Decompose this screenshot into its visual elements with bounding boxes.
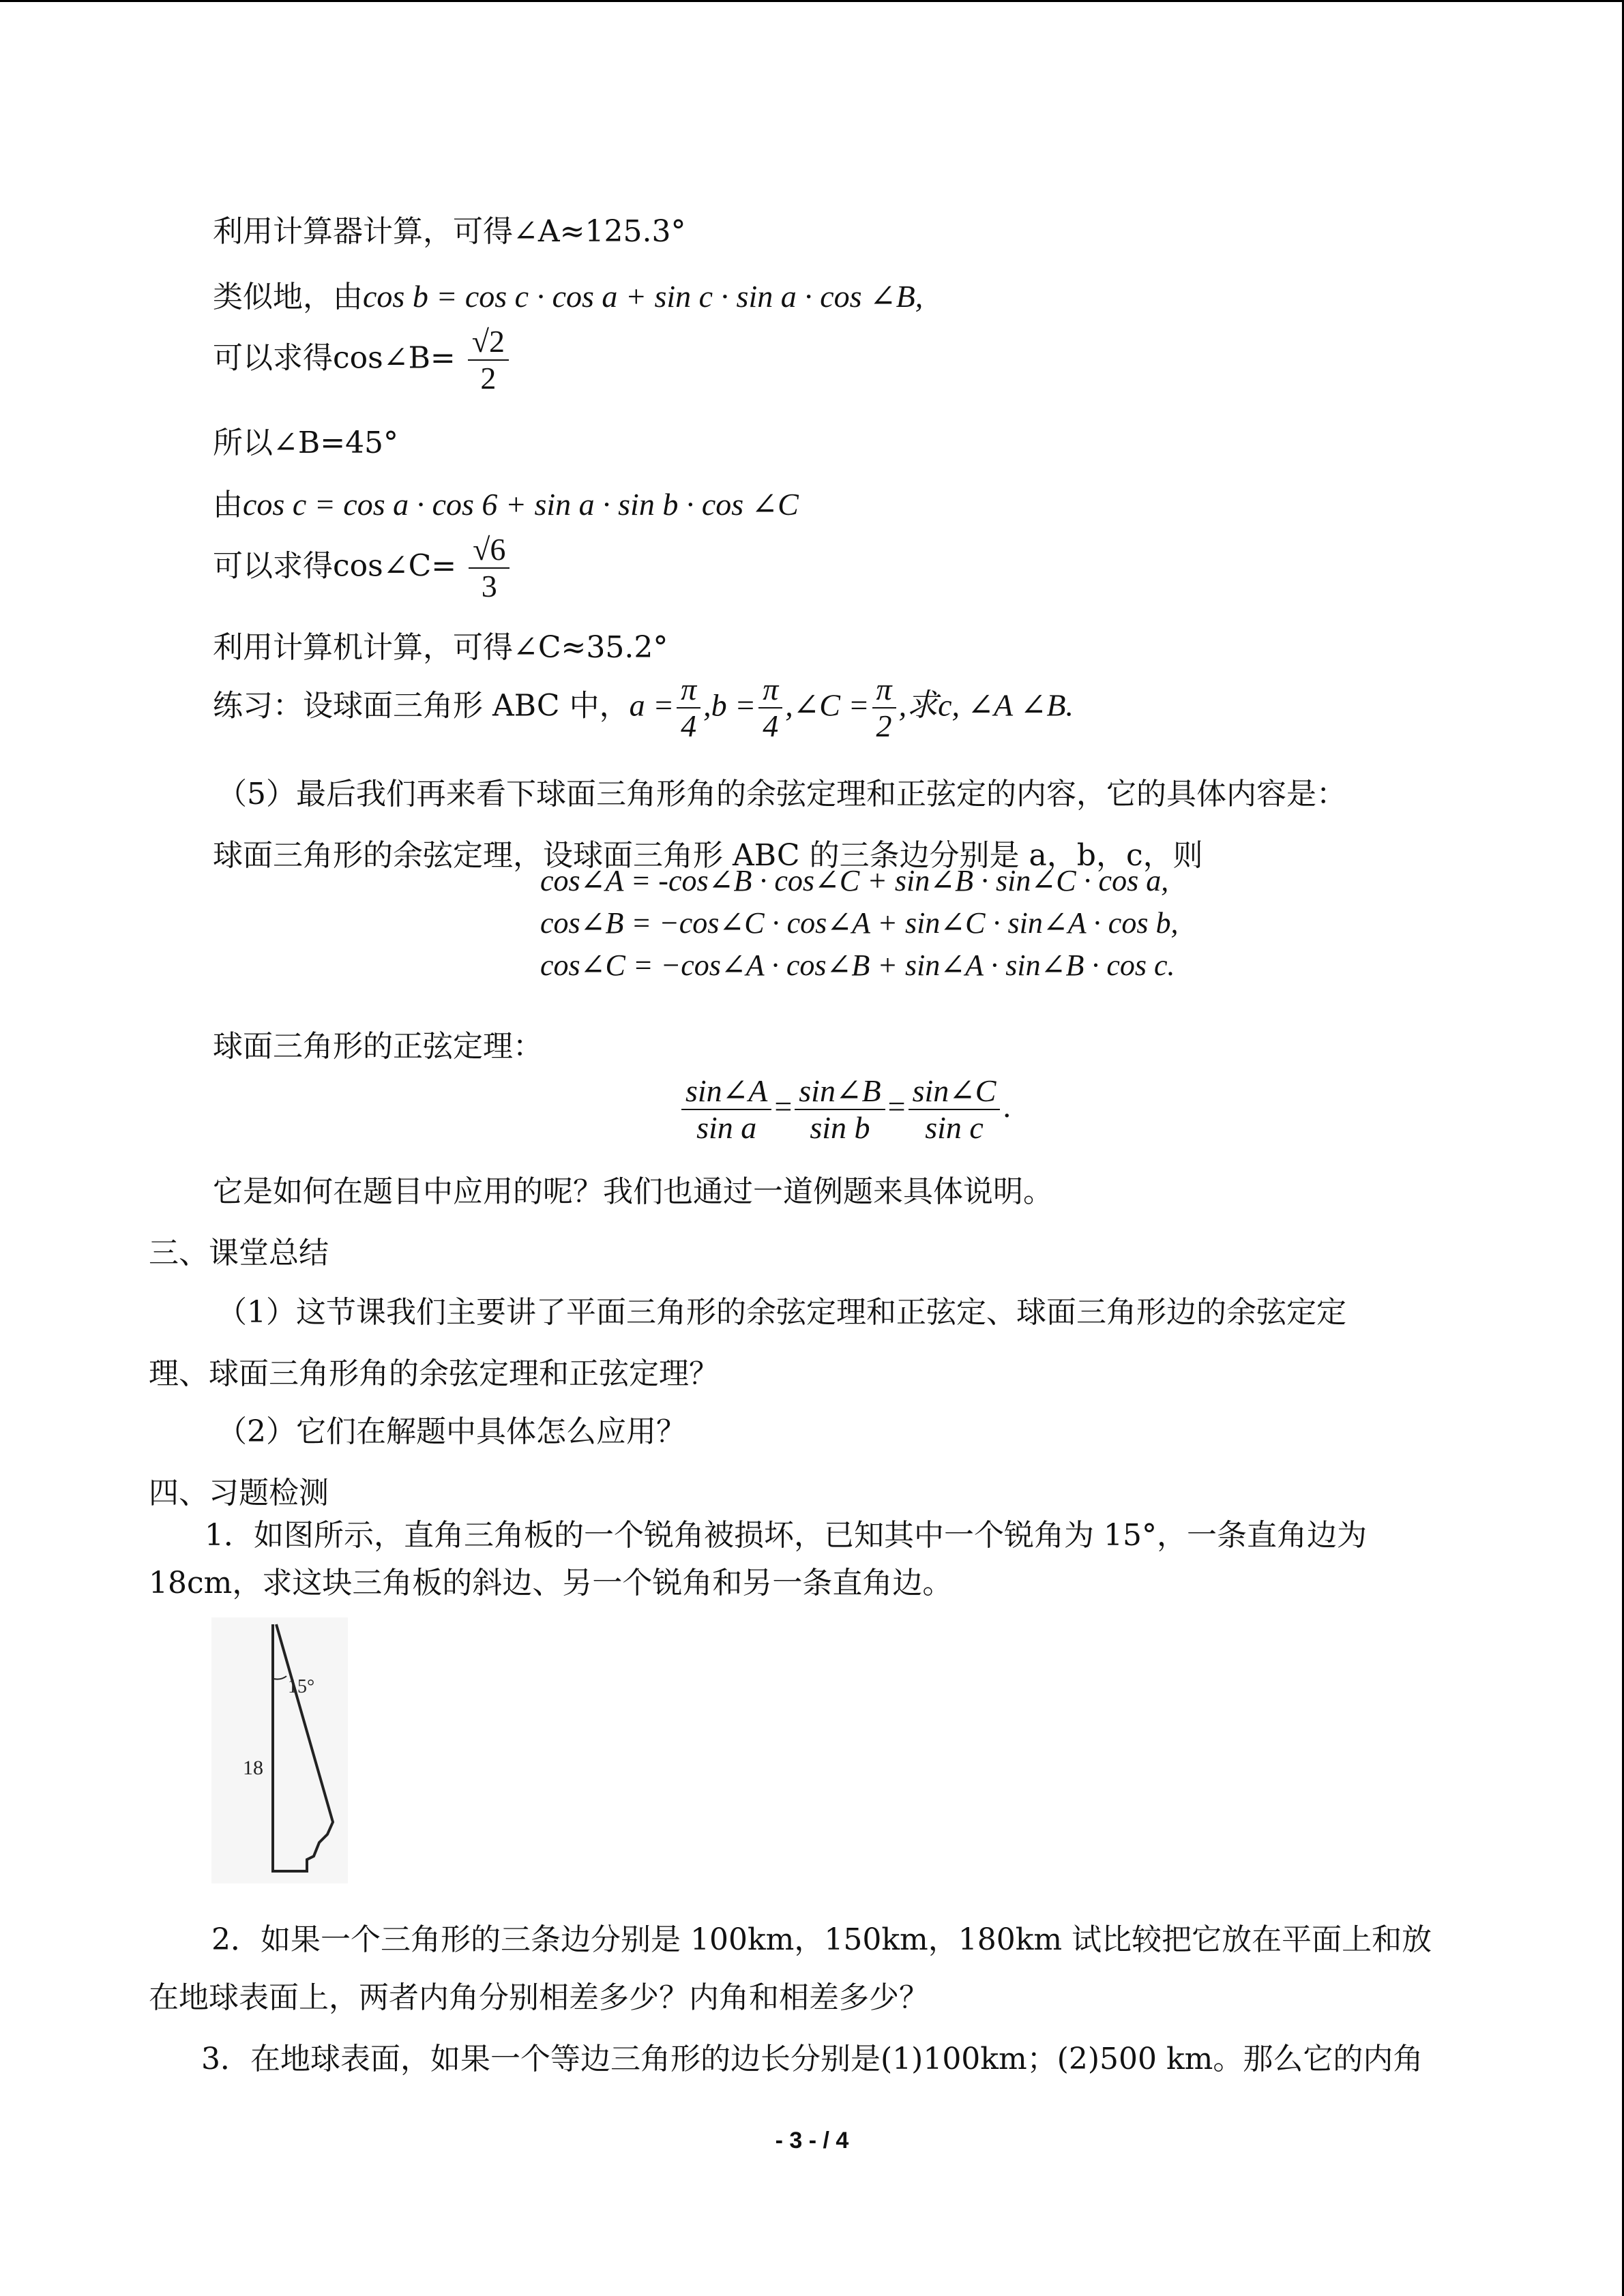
broken-triangle-figure <box>211 1617 348 1883</box>
equation-cos-a: cos∠A = -cos∠B · cos∠C + sin∠B · sin∠C · cos a, <box>540 864 1169 897</box>
question-1-line-2: 18cm，求这块三角板的斜边、另一个锐角和另一条直角边。 <box>149 1566 953 1600</box>
side-label: 18 <box>243 1757 263 1779</box>
page-number: - 3 - / 4 <box>775 2128 849 2153</box>
fraction-sqrt2: $\frac{√2}{2}$ <box>468 324 509 396</box>
line-summary-1-cont: 理、球面三角形角的余弦定理和正弦定理？ <box>149 1356 719 1391</box>
line-cos-b-result: 可以求得cos∠B= $\frac{√2}{2}$ <box>213 324 512 396</box>
line-angle-b: 所以∠B=45° <box>213 426 399 460</box>
line-angle-a: 利用计算器计算，可得∠A≈125.3° <box>213 214 686 249</box>
line-cos-c-result: 可以求得cos∠C= $\frac{√6}{3}$ <box>213 532 512 604</box>
line-cosine-law-intro: 球面三角形的余弦定理，设球面三角形 ABC 的三条边分别是 a，b，c，则 <box>213 838 1203 873</box>
page-top-border <box>0 0 1624 6</box>
fraction-sqrt6: $\frac{√6}{3}$ <box>469 532 510 604</box>
heading-summary: 三、课堂总结 <box>149 1236 329 1270</box>
heading-exercises: 四、习题检测 <box>149 1476 329 1510</box>
line-summary-1: （1）这节课我们主要讲了平面三角形的余弦定理和正弦定、球面三角形边的余弦定定 <box>217 1295 1346 1330</box>
line-summary-2: （2）它们在解题中具体怎么应用？ <box>217 1414 686 1449</box>
line-sine-law-intro: 球面三角形的正弦定理： <box>213 1029 543 1064</box>
question-1-line-1: 1．如图所示，直角三角板的一个锐角被损坏，已知其中一个锐角为 15°，一条直角边为 <box>205 1518 1367 1553</box>
line-angle-c: 利用计算机计算，可得∠C≈35.2° <box>213 630 668 665</box>
equation-cos-b: cos∠B = −cos∠C · cos∠A + sin∠C · sin∠A · cos b, <box>540 906 1179 940</box>
question-3-line-1: 3．在地球表面，如果一个等边三角形的边长分别是(1)100km；(2)500 km。那么它的内角 <box>201 2042 1423 2076</box>
line-exercise: 练习：设球面三角形 ABC 中，a = $\frac{\pi}{4}$ ,b = $\frac{\pi}{4}$ ,∠C = $\frac{\pi}{2}$ ,求c, ∠A ∠B. <box>213 672 1074 743</box>
triangle-diagram <box>211 1617 348 1883</box>
equation-cos-c: cos∠C = −cos∠A · cos∠B + sin∠A · sin∠B · cos c. <box>540 949 1175 982</box>
equation-sine-law: $\frac{\sin\angle A}{\text{sin a}}$ = $\frac{\sin\angle B}{\text{sin b}}$ = $\frac{\sin\angle C}{\text{sin c}}$ . <box>679 1069 1011 1146</box>
question-2-line-2: 在地球表面上，两者内角分别相差多少？内角和相差多少？ <box>149 1980 929 2015</box>
page-right-border <box>1619 0 1624 2296</box>
question-2-line-1: 2．如果一个三角形的三条边分别是 100km，150km，180km 试比较把它放在平面上和放 <box>211 1922 1432 1957</box>
line-cos-b-intro: 类似地，由cos b = cos c · cos a + sin c · sin a · cos ∠B, <box>213 279 924 314</box>
line-cos-c-intro: 由cos c = cos a · cos 6 + sin a · sin b · cos ∠C <box>213 487 799 522</box>
angle-label: 15° <box>288 1676 315 1697</box>
line-section-5: （5）最后我们再来看下球面三角形角的余弦定理和正弦定的内容，它的具体内容是： <box>217 777 1346 811</box>
line-application: 它是如何在题目中应用的呢？我们也通过一道例题来具体说明。 <box>213 1174 1053 1209</box>
